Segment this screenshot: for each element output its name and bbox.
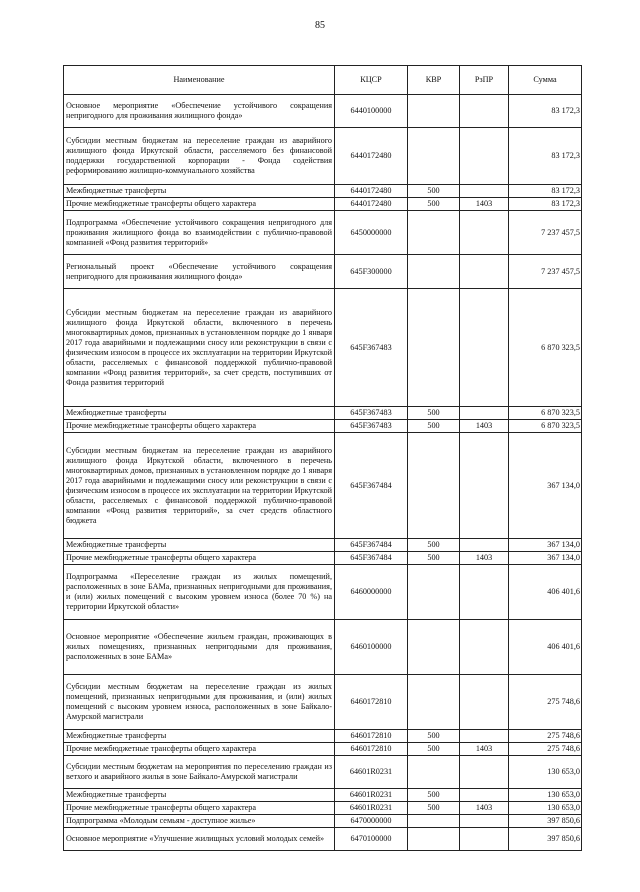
- table-row: [64, 730, 582, 743]
- cell-kvr: [408, 255, 460, 289]
- cell-sum: 83 172,3: [509, 128, 582, 185]
- cell-name: Межбюджетные трансферты: [64, 407, 335, 420]
- cell-rzpr: [460, 815, 509, 828]
- cell-sum: 6 870 323,5: [509, 420, 582, 433]
- cell-kvr: [408, 675, 460, 730]
- cell-kvr: [408, 128, 460, 185]
- cell-sum: 367 134,0: [509, 539, 582, 552]
- table-row: [64, 620, 582, 675]
- cell-name: Подпрограмма «Молодым семьям - доступное жилье»: [64, 815, 335, 828]
- cell-name: Региональный проект «Обеспечение устойчивого сокращения непригодного для проживания жилищного фонда»: [64, 255, 335, 289]
- cell-sum: 83 172,3: [509, 185, 582, 198]
- cell-name: Межбюджетные трансферты: [64, 539, 335, 552]
- cell-sum: 275 748,6: [509, 730, 582, 743]
- cell-kcsr: 6440172480: [335, 128, 408, 185]
- cell-sum: 275 748,6: [509, 675, 582, 730]
- cell-rzpr: 1403: [460, 420, 509, 433]
- cell-rzpr: 1403: [460, 743, 509, 756]
- cell-rzpr: [460, 730, 509, 743]
- cell-sum: 83 172,3: [509, 95, 582, 128]
- header-sum: Сумма: [509, 66, 582, 95]
- cell-kcsr: 645F367484: [335, 552, 408, 565]
- cell-kcsr: 645F367484: [335, 539, 408, 552]
- cell-kvr: 500: [408, 407, 460, 420]
- cell-kcsr: 645F367483: [335, 420, 408, 433]
- cell-kcsr: 64601R0231: [335, 756, 408, 789]
- table-row: [64, 743, 582, 756]
- cell-kvr: 500: [408, 789, 460, 802]
- cell-name: Субсидии местным бюджетам на переселение граждан из аварийного жилищного фонда Иркутской области, включенного в перечень многоквартирных домов, признанных в установленном порядке до 1 января 2017 года аварийными и подлежащими сносу или реконструкции в связи с физическим износом в процессе их эксплуатации на территории Иркутской области, расселяемых с финансовой поддержкой публично-правовой компании «Фонд развития территорий», за счет средств, поступивших от Фонда развития территорий: [64, 289, 335, 407]
- table-row: [64, 565, 582, 620]
- cell-sum: 130 653,0: [509, 789, 582, 802]
- cell-kvr: [408, 565, 460, 620]
- table-row: [64, 198, 582, 211]
- cell-kcsr: 645F367483: [335, 289, 408, 407]
- cell-kvr: [408, 289, 460, 407]
- cell-rzpr: [460, 211, 509, 255]
- table-row: [64, 185, 582, 198]
- cell-kvr: 500: [408, 198, 460, 211]
- cell-sum: 397 850,6: [509, 815, 582, 828]
- cell-sum: 7 237 457,5: [509, 255, 582, 289]
- page-number: 85: [315, 20, 325, 31]
- cell-name: Межбюджетные трансферты: [64, 185, 335, 198]
- cell-sum: 6 870 323,5: [509, 407, 582, 420]
- cell-rzpr: [460, 756, 509, 789]
- cell-rzpr: [460, 289, 509, 407]
- cell-rzpr: 1403: [460, 198, 509, 211]
- cell-kvr: [408, 828, 460, 851]
- cell-kvr: [408, 756, 460, 789]
- cell-sum: 6 870 323,5: [509, 289, 582, 407]
- cell-kcsr: 64601R0231: [335, 802, 408, 815]
- cell-kvr: 500: [408, 730, 460, 743]
- cell-rzpr: [460, 675, 509, 730]
- table-row: [64, 789, 582, 802]
- table-row: [64, 802, 582, 815]
- table-row: [64, 815, 582, 828]
- cell-kcsr: 6460000000: [335, 565, 408, 620]
- table-row: [64, 828, 582, 851]
- cell-rzpr: [460, 539, 509, 552]
- cell-kcsr: 6440172480: [335, 198, 408, 211]
- cell-name: Субсидии местным бюджетам на переселение граждан из аварийного жилищного фонда Иркутской области, включенного в перечень многоквартирных домов, признанных в установленном порядке до 1 января 2017 года аварийными и подлежащими сносу или реконструкции в связи с физическим износом в процессе их эксплуатации на территории Иркутской области, расселяемых с финансовой поддержкой публично-правовой компании «Фонд развития территорий», за счет средств областного бюджета: [64, 433, 335, 539]
- cell-rzpr: [460, 255, 509, 289]
- header-rzpr: РзПР: [460, 66, 509, 95]
- cell-sum: 406 401,6: [509, 565, 582, 620]
- cell-rzpr: 1403: [460, 552, 509, 565]
- cell-sum: 397 850,6: [509, 828, 582, 851]
- cell-sum: 367 134,0: [509, 433, 582, 539]
- cell-sum: 275 748,6: [509, 743, 582, 756]
- cell-sum: 130 653,0: [509, 756, 582, 789]
- cell-name: Подпрограмма «Обеспечение устойчивого сокращения непригодного для проживания жилищного фонда во взаимодействии с публично-правовой компанией «Фонд развития территорий»: [64, 211, 335, 255]
- cell-rzpr: 1403: [460, 802, 509, 815]
- cell-rzpr: [460, 828, 509, 851]
- cell-rzpr: [460, 565, 509, 620]
- cell-rzpr: [460, 95, 509, 128]
- cell-kvr: 500: [408, 802, 460, 815]
- cell-kcsr: 645F300000: [335, 255, 408, 289]
- budget-table: [63, 65, 582, 851]
- cell-kvr: 500: [408, 539, 460, 552]
- cell-kcsr: 6460172810: [335, 743, 408, 756]
- cell-kcsr: 6440172480: [335, 185, 408, 198]
- cell-kcsr: 6460172810: [335, 675, 408, 730]
- cell-kcsr: 6470000000: [335, 815, 408, 828]
- cell-kcsr: 6460172810: [335, 730, 408, 743]
- cell-kvr: 500: [408, 552, 460, 565]
- cell-rzpr: [460, 433, 509, 539]
- cell-kcsr: 6460100000: [335, 620, 408, 675]
- table-row: [64, 552, 582, 565]
- table-row: [64, 756, 582, 789]
- cell-kvr: [408, 620, 460, 675]
- cell-name: Межбюджетные трансферты: [64, 789, 335, 802]
- cell-name: Субсидии местным бюджетам на мероприятия по переселению граждан из ветхого и аварийного жилья в зоне Байкало-Амурской магистрали: [64, 756, 335, 789]
- header-kvr: КВР: [408, 66, 460, 95]
- cell-kcsr: 645F367483: [335, 407, 408, 420]
- cell-kvr: 500: [408, 743, 460, 756]
- cell-name: Субсидии местным бюджетам на переселение граждан из жилых помещений, признанных непригодными для проживания, и (или) жилых помещений с высоким уровнем износа, расположенных в зоне Байкало-Амурской магистрали: [64, 675, 335, 730]
- cell-sum: 406 401,6: [509, 620, 582, 675]
- cell-rzpr: [460, 185, 509, 198]
- table-row: [64, 407, 582, 420]
- table-row: [64, 128, 582, 185]
- cell-sum: 83 172,3: [509, 198, 582, 211]
- cell-kvr: 500: [408, 185, 460, 198]
- cell-rzpr: [460, 128, 509, 185]
- cell-name: Прочие межбюджетные трансферты общего характера: [64, 552, 335, 565]
- cell-sum: 367 134,0: [509, 552, 582, 565]
- cell-kvr: [408, 815, 460, 828]
- cell-kcsr: 645F367484: [335, 433, 408, 539]
- cell-kcsr: 6450000000: [335, 211, 408, 255]
- cell-sum: 130 653,0: [509, 802, 582, 815]
- cell-name: Основное мероприятие «Улучшение жилищных условий молодых семей»: [64, 828, 335, 851]
- table-row: [64, 420, 582, 433]
- cell-kvr: [408, 95, 460, 128]
- cell-kcsr: 6470100000: [335, 828, 408, 851]
- table-row: [64, 539, 582, 552]
- cell-name: Прочие межбюджетные трансферты общего характера: [64, 198, 335, 211]
- cell-rzpr: [460, 620, 509, 675]
- cell-rzpr: [460, 407, 509, 420]
- cell-name: Основное мероприятие «Обеспечение жильем граждан, проживающих в жилых помещениях, признанных непригодными для проживания, расположенных в зоне БАМа»: [64, 620, 335, 675]
- cell-kcsr: 6440100000: [335, 95, 408, 128]
- cell-kvr: [408, 433, 460, 539]
- cell-name: Субсидии местным бюджетам на переселение граждан из аварийного жилищного фонда Иркутской области, расселяемого без финансовой поддержки государственной корпорации - Фонда содействия реформированию жилищно-коммунального хозяйства: [64, 128, 335, 185]
- cell-sum: 7 237 457,5: [509, 211, 582, 255]
- cell-name: Прочие межбюджетные трансферты общего характера: [64, 743, 335, 756]
- table-row: [64, 289, 582, 407]
- header-name: Наименование: [64, 66, 335, 95]
- table-row: [64, 255, 582, 289]
- cell-kvr: 500: [408, 420, 460, 433]
- cell-rzpr: [460, 789, 509, 802]
- table-header-row: [64, 66, 582, 95]
- table-row: [64, 95, 582, 128]
- cell-name: Основное мероприятие «Обеспечение устойчивого сокращения непригодного для проживания жилищного фонда»: [64, 95, 335, 128]
- table-row: [64, 433, 582, 539]
- cell-name: Межбюджетные трансферты: [64, 730, 335, 743]
- table-row: [64, 675, 582, 730]
- table-row: [64, 211, 582, 255]
- cell-kvr: [408, 211, 460, 255]
- cell-name: Прочие межбюджетные трансферты общего характера: [64, 420, 335, 433]
- cell-name: Подпрограмма «Переселение граждан из жилых помещений, расположенных в зоне БАМа, признанных непригодными для проживания, и (или) жилых помещений с высоким уровнем износа (более 70 %) на территории Иркутской области»: [64, 565, 335, 620]
- cell-kcsr: 64601R0231: [335, 789, 408, 802]
- header-kcsr: КЦСР: [335, 66, 408, 95]
- cell-name: Прочие межбюджетные трансферты общего характера: [64, 802, 335, 815]
